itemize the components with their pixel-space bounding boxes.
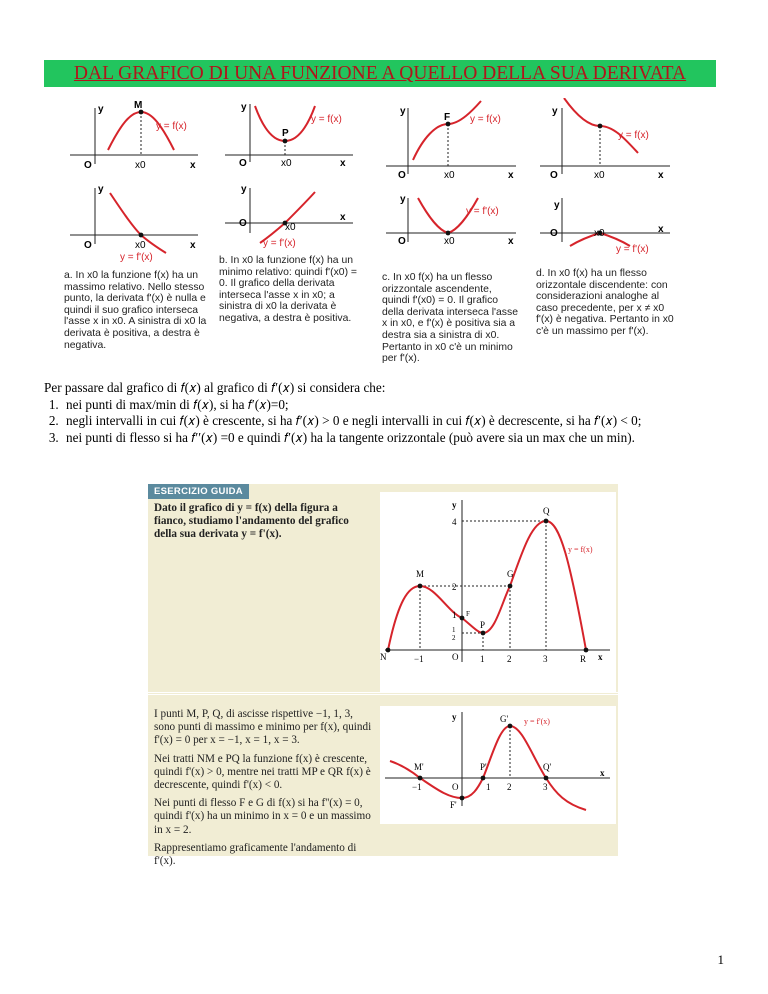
svg-text:y = f'(x): y = f'(x)	[524, 717, 550, 726]
svg-text:O: O	[550, 228, 558, 239]
svg-text:M': M'	[414, 762, 424, 772]
rules-list	[44, 397, 734, 447]
rule-item: 3. nei punti di flesso si ha 𝑓′′(𝑥) =0 e quindi 𝑓′(𝑥) ha la tangente orizzontale (può avere sia un max che un min).	[62, 430, 734, 447]
svg-text:y: y	[241, 184, 247, 195]
svg-text:1: 1	[480, 654, 485, 664]
svg-text:y: y	[552, 106, 558, 117]
svg-text:2: 2	[452, 582, 457, 592]
guided-exercise	[148, 484, 618, 868]
panel-a-maximum	[60, 98, 210, 268]
svg-text:x0: x0	[135, 160, 146, 171]
svg-text:y = f(x): y = f(x)	[618, 130, 649, 141]
svg-text:x: x	[340, 158, 346, 169]
svg-text:y = f(x): y = f(x)	[311, 114, 342, 125]
svg-text:y: y	[400, 194, 406, 205]
svg-text:x: x	[658, 170, 664, 181]
svg-text:x: x	[340, 212, 346, 223]
svg-text:y: y	[241, 102, 247, 113]
svg-text:x0: x0	[594, 228, 605, 239]
svg-text:x: x	[508, 236, 514, 247]
svg-text:y = f'(x): y = f'(x)	[616, 244, 649, 255]
page-title: DAL GRAFICO DI UNA FUNZIONE A QUELLO DELLA SUA DERIVATA	[44, 60, 716, 87]
panel-a-caption: a. In x0 la funzione f(x) ha un massimo relativo. Nello stesso punto, la derivata f'(x) è nulla e quindi il suo grafico interseca l'asse x in x0. A sinistra di x0 la derivata è positiva, a destra è negativa.	[64, 270, 207, 351]
svg-text:O: O	[84, 240, 92, 251]
derivative-graph	[380, 706, 616, 824]
svg-text:2: 2	[507, 654, 512, 664]
svg-text:x: x	[190, 240, 196, 251]
svg-text:M: M	[134, 100, 143, 111]
svg-text:Q: Q	[543, 506, 550, 516]
svg-text:O: O	[452, 652, 459, 662]
svg-text:x0: x0	[444, 170, 455, 181]
rule-item: 1. nei punti di max/min di 𝑓(𝑥), si ha 𝑓′(𝑥)=0;	[62, 397, 734, 414]
svg-text:x0: x0	[594, 170, 605, 181]
svg-text:O: O	[452, 782, 459, 792]
svg-text:O: O	[84, 160, 92, 171]
svg-text:G: G	[507, 569, 514, 579]
svg-text:Q': Q'	[543, 762, 552, 772]
panel-d-descending-inflection	[532, 98, 682, 258]
svg-text:F: F	[444, 112, 451, 123]
exercise-divider	[148, 692, 618, 695]
svg-text:−1: −1	[414, 654, 424, 664]
panel-b-caption: b. In x0 la funzione f(x) ha un minimo relativo: quindi f'(x0) = 0. Il grafico della derivata interseca l'asse x in x0; a sinistra di x0 la derivata è negativa, a destra è positiva.	[219, 255, 357, 324]
rule-item: 2. negli intervalli in cui 𝑓(𝑥) è crescente, si ha 𝑓′(𝑥) > 0 e negli intervalli in cui 𝑓(𝑥) è decrescente, si ha 𝑓′(𝑥) < 0;	[62, 413, 734, 430]
svg-text:O: O	[239, 158, 247, 169]
svg-text:x: x	[658, 224, 664, 235]
svg-text:x: x	[598, 652, 603, 662]
svg-text:1: 1	[452, 610, 457, 620]
svg-text:x0: x0	[281, 158, 292, 169]
svg-text:R: R	[580, 654, 587, 664]
svg-text:y: y	[98, 104, 104, 115]
svg-text:y: y	[98, 184, 104, 195]
svg-text:M: M	[416, 569, 425, 579]
svg-text:x0: x0	[285, 222, 296, 233]
svg-text:3: 3	[543, 782, 548, 792]
svg-text:G': G'	[500, 714, 509, 724]
svg-text:P: P	[282, 128, 289, 139]
svg-text:y = f'(x): y = f'(x)	[263, 238, 296, 249]
svg-text:y: y	[452, 712, 457, 722]
panel-c-caption: c. In x0 f(x) ha un flesso orizzontale ascendente, quindi f'(x0) = 0. Il grafico della derivata interseca l'asse x in x0, e f'(x) è positiva sia a destra sia a sinistra di x0. Pertanto in x0 c'è un minimo per f'(x).	[382, 272, 518, 365]
svg-text:y: y	[452, 500, 457, 510]
svg-text:O: O	[398, 170, 406, 181]
svg-text:y = f(x): y = f(x)	[156, 121, 187, 132]
svg-text:4: 4	[452, 517, 457, 527]
svg-text:y: y	[554, 200, 560, 211]
svg-text:1: 1	[452, 626, 456, 634]
svg-text:−1: −1	[412, 782, 422, 792]
panel-c-ascending-inflection	[378, 98, 528, 258]
svg-text:x: x	[508, 170, 514, 181]
svg-text:P: P	[480, 620, 486, 630]
panel-b-minimum	[215, 98, 365, 258]
svg-text:x: x	[190, 160, 196, 171]
rules-intro	[44, 380, 734, 446]
svg-text:O: O	[239, 218, 247, 229]
svg-text:x0: x0	[135, 240, 146, 251]
svg-text:x: x	[600, 768, 605, 778]
svg-text:y = f'(x): y = f'(x)	[120, 252, 153, 263]
svg-text:2: 2	[507, 782, 512, 792]
page-number: 1	[717, 952, 724, 967]
exercise-heading: ESERCIZIO GUIDA	[148, 484, 249, 499]
svg-text:O: O	[398, 236, 406, 247]
svg-text:y = f(x): y = f(x)	[568, 545, 593, 554]
exercise-solution: I punti M, P, Q, di ascisse rispettive −1, 1, 3, sono punti di massimo e minimo per f(x), quindi f'(x) = 0 per x = −1, x = 1, x = 3. Nei tratti NM e PQ la funzione f(x) è crescente, quindi f'(x) > 0, mentre nei tratti MP e QR f(x) è decrescente, quindi f'(x) < 0. Nei punti di flesso F e G di f(x) si ha f''(x) = 0, quindi f'(x) ha un minimo in x = 0 e un massimo in x = 2. Rappresentiamo graficamente l'andamento di f'(x).	[154, 708, 372, 868]
panel-d-caption: d. In x0 f(x) ha un flesso orizzontale discendente: con considerazioni analoghe al caso precedente, per x ≠ x0 f'(x) è negativa. Pertanto in x0 c'è un massimo per f'(x).	[536, 268, 674, 337]
svg-text:x0: x0	[444, 236, 455, 247]
rules-lead: Per passare dal grafico di 𝑓(𝑥) al grafico di 𝑓′(𝑥) si considera che:	[44, 380, 386, 395]
svg-text:y: y	[400, 106, 406, 117]
svg-text:3: 3	[543, 654, 548, 664]
svg-text:F: F	[466, 610, 470, 618]
svg-text:1: 1	[486, 782, 491, 792]
svg-text:2: 2	[452, 634, 456, 642]
exercise-problem: Dato il grafico di y = f(x) della figura a fianco, studiamo l'andamento del grafico della sua derivata y = f'(x).	[154, 502, 349, 541]
svg-text:O: O	[550, 170, 558, 181]
svg-text:y = f(x): y = f(x)	[470, 114, 501, 125]
svg-text:N: N	[380, 652, 387, 662]
svg-text:F': F'	[450, 800, 457, 810]
function-graph	[380, 492, 616, 692]
svg-text:y = f'(x): y = f'(x)	[466, 206, 499, 217]
svg-text:P': P'	[480, 762, 487, 772]
